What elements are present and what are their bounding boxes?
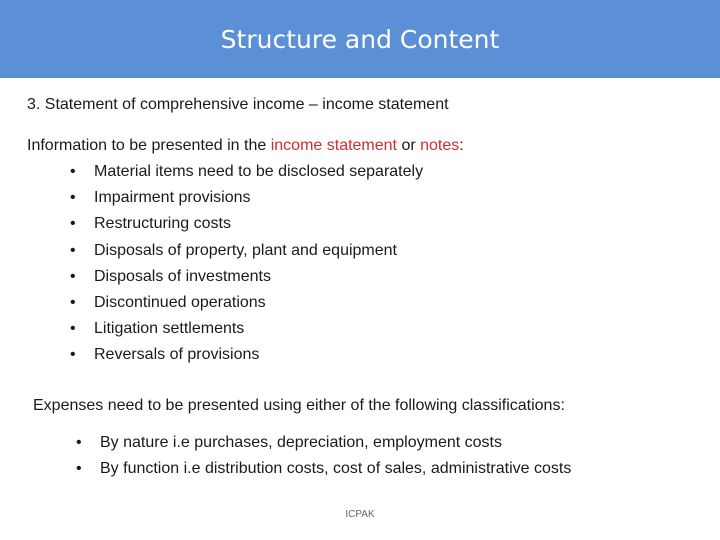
bullet-icon: • [70,163,76,180]
list-item [70,187,423,213]
intro-middle: or [397,137,421,154]
bullet-icon: • [70,320,76,338]
income-statement-highlight: income statement [270,137,397,154]
list-item-text: Reversals of provisions [94,346,260,364]
list-item-text: By nature i.e purchases, depreciation, employment costs [100,434,502,451]
list-item-text: Material items need to be disclosed separately [94,163,424,180]
list-item [76,458,572,484]
bullet-icon: • [70,241,76,259]
expenses-paragraph: Expenses need to be presented using either of the following classifications: [33,397,565,414]
list-item-text: By function i.e distribution costs, cost of sales, administrative costs [100,460,572,477]
list-item-text: Litigation settlements [94,320,245,338]
list-item [70,344,423,370]
classification-list [76,432,572,484]
bullet-icon: • [70,215,76,233]
bullet-icon: • [70,293,76,311]
list-item [70,318,423,344]
title-bar [0,0,720,78]
footer-label: ICPAK [345,509,375,520]
bullet-icon: • [70,267,76,285]
section-heading: 3. Statement of comprehensive income – income statement [27,96,449,113]
intro-suffix: : [459,137,464,154]
slide-title: Structure and Content [220,24,500,54]
list-item [70,292,423,318]
list-item-text: Disposals of investments [94,267,271,285]
list-item-text: Disposals of property, plant and equipment [94,241,397,259]
intro-prefix: Information to be presented in the [27,137,271,154]
bullet-icon: • [76,460,82,477]
list-item [70,213,423,239]
list-item [70,266,423,292]
list-item [70,161,424,187]
list-item-text: Impairment provisions [94,189,251,207]
bullet-icon: • [76,434,82,451]
list-item-text: Restructuring costs [94,215,231,233]
notes-highlight: notes [420,137,460,154]
intro-text [27,137,464,155]
disclosure-list [70,161,424,371]
bullet-icon: • [70,189,76,207]
list-item [70,240,423,266]
bullet-icon: • [70,346,76,364]
list-item [76,432,571,458]
list-item-text: Discontinued operations [94,293,266,311]
